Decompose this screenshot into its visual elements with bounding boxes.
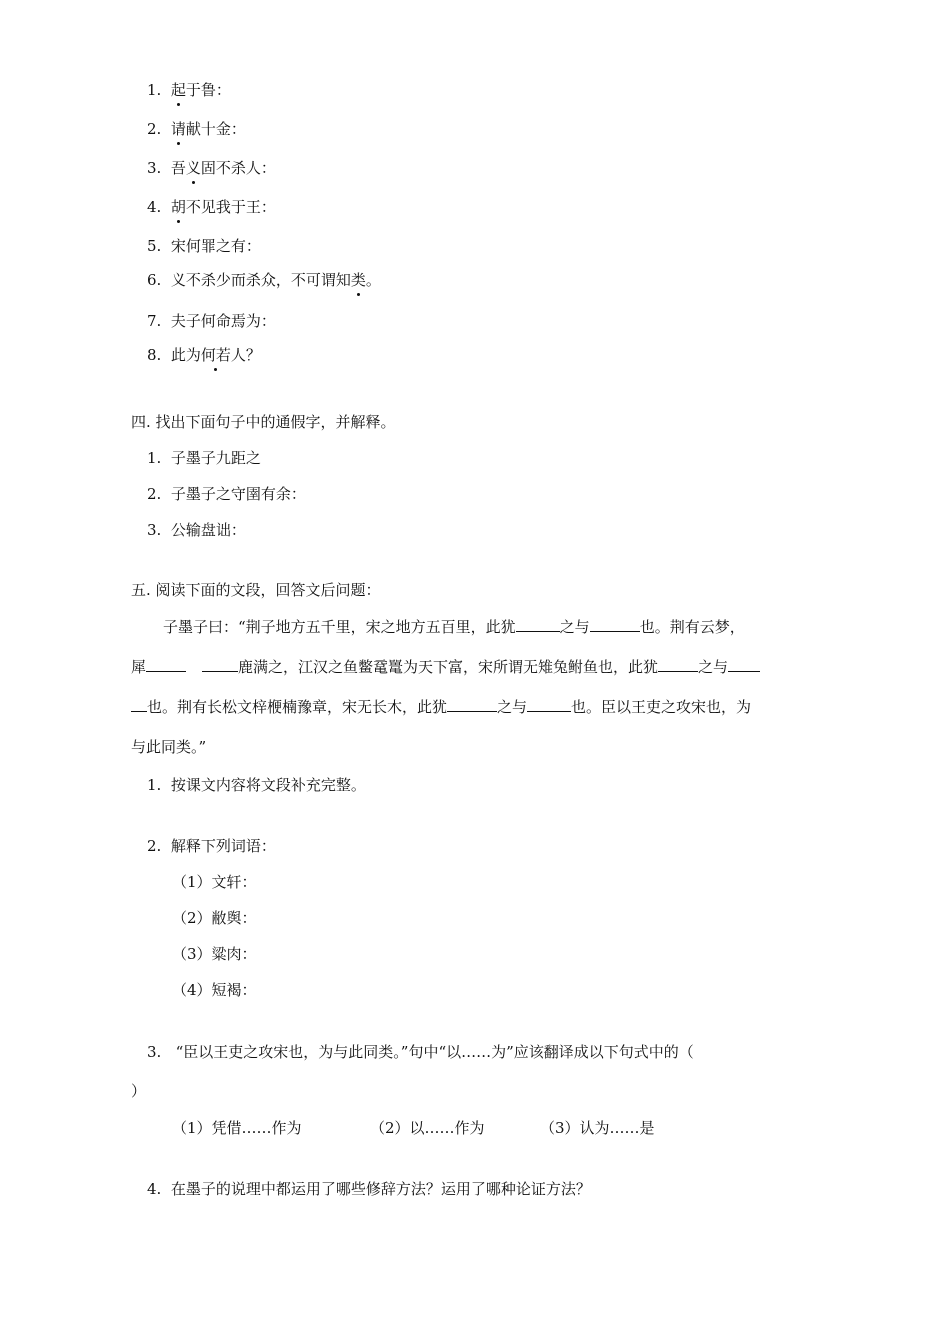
answer-blank: [728, 657, 760, 672]
answer-blank: [146, 657, 186, 672]
list-item: [147, 311, 276, 331]
item-text: 子墨子之守圉有余：: [170, 485, 306, 503]
list-item: [147, 448, 261, 468]
answer-blank: [447, 697, 497, 712]
question-text: 在墨子的说理中都运用了哪些修辞方法？运用了哪种论证方法？: [170, 1180, 591, 1198]
item-text: 公输盘诎：: [170, 521, 246, 539]
item-text: 胡不见我于王：: [170, 198, 276, 216]
answer-blank: [658, 657, 698, 672]
item-number: 2.: [147, 120, 162, 138]
sub-item: （4）短褐：: [172, 981, 257, 999]
item-text: 宋何罪之有：: [170, 237, 261, 255]
item-number: 3.: [147, 521, 162, 539]
question: [147, 1179, 591, 1199]
item-text: 子墨子九距之: [170, 449, 261, 467]
item-text: 此为何若人？: [170, 346, 261, 364]
option: （1）凭借……作为: [172, 1119, 302, 1137]
list-item: [147, 80, 231, 100]
list-item: [147, 345, 261, 365]
list-item: [147, 119, 246, 139]
passage-line: 犀 鹿满之，江汉之鱼鳖鼋鼍为天下富，宋所谓无雉兔鲋鱼也，此犹 之与: [131, 657, 760, 677]
list-item: [147, 270, 381, 290]
passage-line: 子墨子曰：“荆子地方五千里，宋之地方五百里，此犹 之与 也。荆有云梦，: [163, 618, 745, 636]
question-number: 2.: [147, 837, 162, 855]
item-number: 1.: [147, 81, 162, 99]
item-text: 吾义固不杀人：: [170, 159, 276, 177]
question-number: 4.: [147, 1180, 162, 1198]
option: （3）认为……是: [540, 1119, 655, 1137]
answer-blank: [131, 697, 147, 712]
item-number: 8.: [147, 346, 162, 364]
passage-line: 与此同类。”: [131, 738, 207, 756]
list-item: [147, 236, 261, 256]
item-number: 3.: [147, 159, 162, 177]
item-text: 请献十金：: [170, 120, 246, 138]
sub-item: （3）粱肉：: [172, 945, 257, 963]
item-number: 6.: [147, 271, 162, 289]
list-item: [147, 197, 276, 217]
question: [147, 836, 276, 856]
answer-blank: [590, 617, 640, 632]
passage-line: 也。荆有长松文梓楩楠豫章，宋无长木，此犹 之与 也。臣以王吏之攻宋也，为: [131, 697, 751, 717]
item-number: 7.: [147, 312, 162, 330]
item-number: 1.: [147, 449, 162, 467]
item-number: 5.: [147, 237, 162, 255]
answer-blank: [516, 617, 560, 632]
item-text: 夫子何命焉为：: [170, 312, 276, 330]
section-heading: 五. 阅读下面的文段，回答文后问题：: [131, 581, 381, 599]
question-continuation: ）: [131, 1082, 147, 1100]
sub-item: （2）敝舆：: [172, 909, 257, 927]
question-text: 按课文内容将文段补充完整。: [170, 776, 366, 794]
question-number: 1.: [147, 776, 162, 794]
list-item: [147, 484, 306, 504]
answer-blank: [202, 657, 238, 672]
item-number: 4.: [147, 198, 162, 216]
item-text: 义不杀少而杀众，不可谓知类。: [170, 271, 381, 289]
question: [147, 775, 366, 795]
question: [147, 1042, 694, 1062]
answer-blank: [527, 697, 571, 712]
list-item: [147, 520, 246, 540]
question-number: 3.: [147, 1043, 162, 1061]
item-text: 起于鲁：: [170, 81, 231, 99]
question-text: 解释下列词语：: [170, 837, 276, 855]
list-item: [147, 158, 276, 178]
sub-item: （1）文轩：: [172, 873, 257, 891]
item-number: 2.: [147, 485, 162, 503]
question-text: “臣以王吏之攻宋也，为与此同类。”句中“以……为”应该翻译成以下句式中的（: [175, 1043, 694, 1061]
option: （2）以……作为: [370, 1119, 485, 1137]
section-heading: 四. 找出下面句子中的通假字，并解释。: [131, 413, 396, 431]
